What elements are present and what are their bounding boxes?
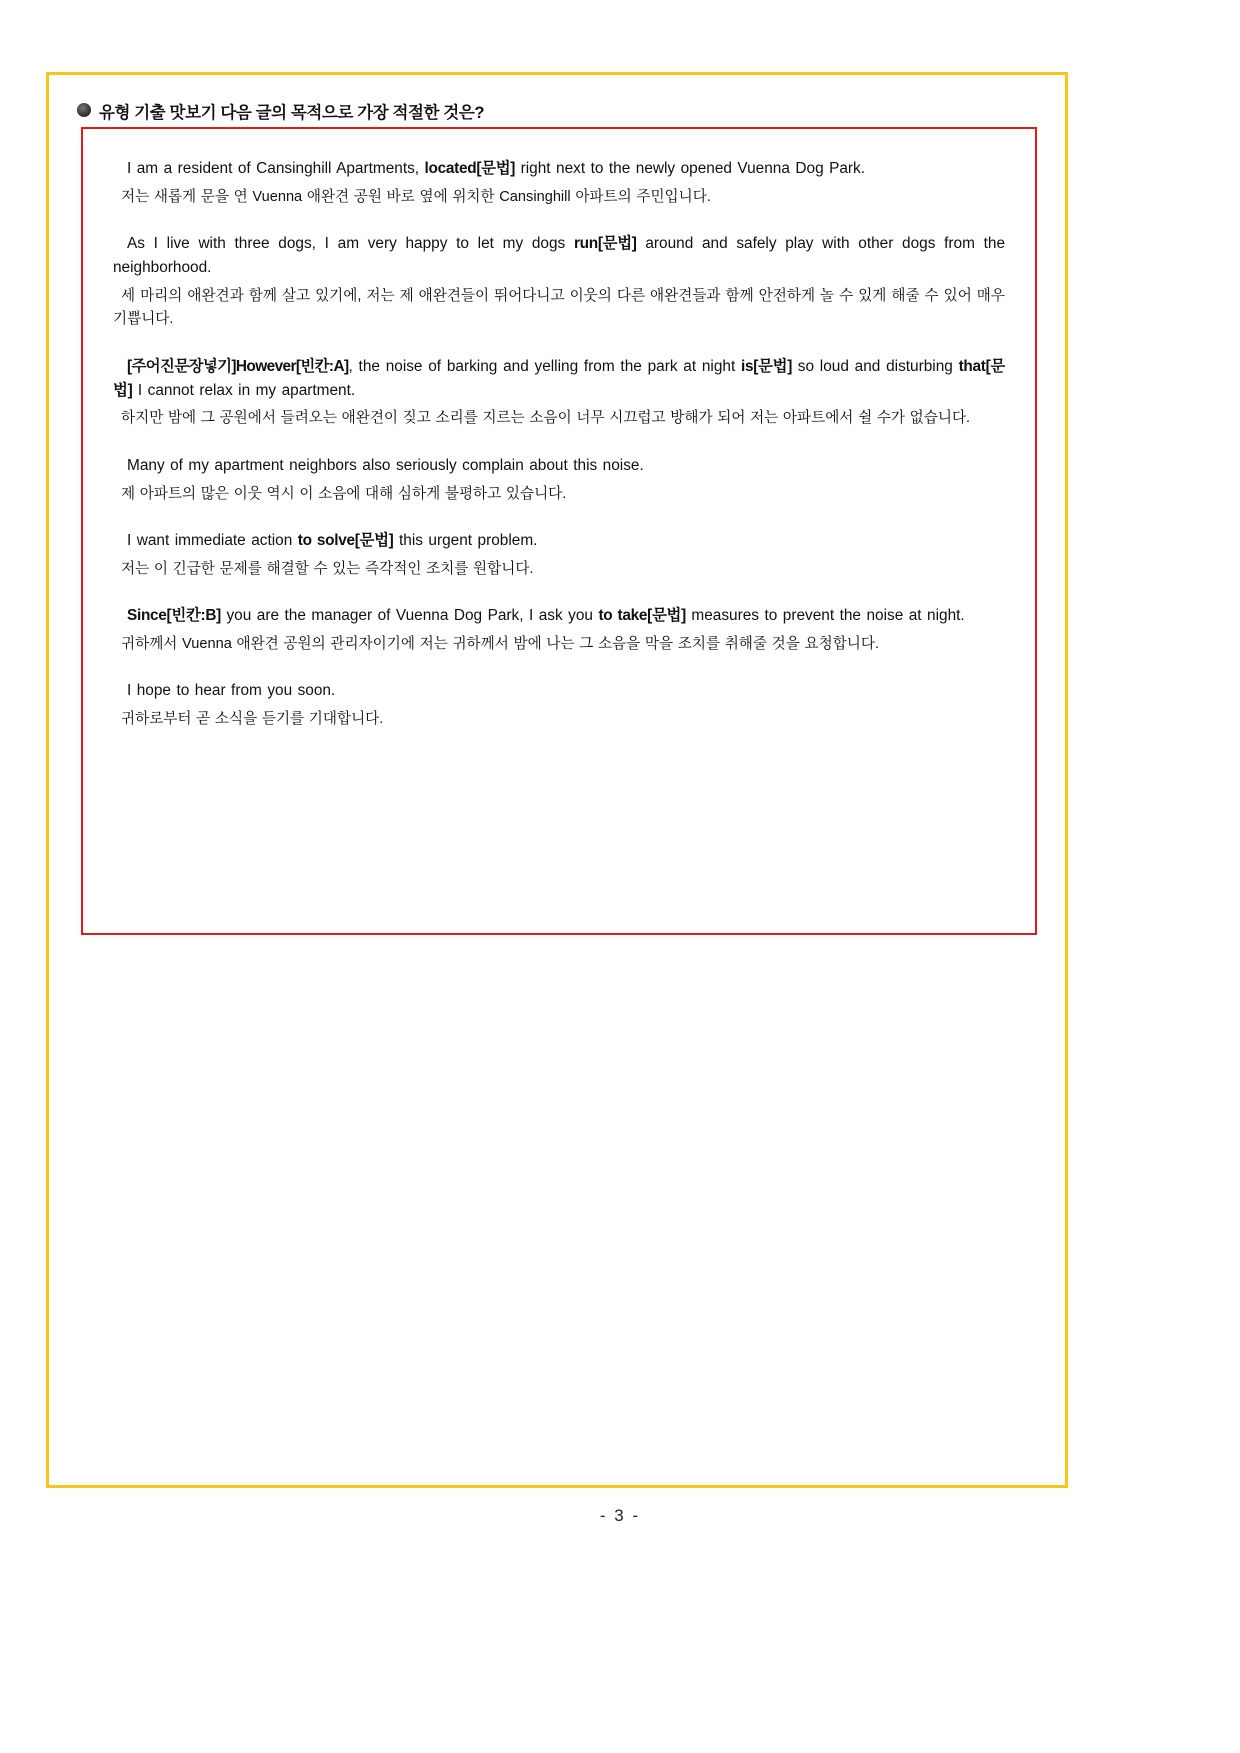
paragraph-1-english: I am a resident of Cansinghill Apartments, located[문법] right next to the newly opened Vuenna Dog Park. (127, 160, 866, 177)
paragraph-2 (113, 232, 1005, 331)
paragraph-7 (113, 679, 1005, 731)
paragraph-3 (113, 355, 1005, 431)
paragraph-3-korean: 하지만 밤에 그 공원에서 들려오는 애완견이 짖고 소리를 지르는 소음이 너무 시끄럽고 방해가 되어 저는 아파트에서 쉴 수가 없습니다. (121, 410, 971, 427)
paragraph-1-korean: 저는 새롭게 문을 연 Vuenna 애완견 공원 바로 옆에 위치한 Cansinghill 아파트의 주민입니다. (121, 188, 711, 205)
worksheet-page (46, 72, 1068, 1488)
paragraph-1 (113, 157, 1005, 209)
paragraph-5 (113, 529, 1005, 581)
paragraph-4 (113, 454, 1005, 506)
paragraph-6 (113, 604, 1005, 656)
paragraph-4-korean: 제 아파트의 많은 이웃 역시 이 소음에 대해 심하게 불평하고 있습니다. (121, 485, 567, 502)
paragraph-7-english: I hope to hear from you soon. (127, 682, 336, 700)
flower-bullet-icon (77, 103, 91, 117)
paragraph-3-english: [주어진문장넣기]However[빈칸:A], the noise of barking and yelling from the park at night is[문법] so loud and disturbing that[문법] I cannot relax in my apartment. (113, 357, 1005, 399)
paragraph-7-korean: 귀하로부터 곧 소식을 듣기를 기대합니다. (121, 711, 384, 728)
paragraph-2-korean: 세 마리의 애완견과 함께 살고 있기에, 저는 제 애완견들이 뛰어다니고 이웃의 다른 애완견들과 함께 안전하게 놀 수 있게 해줄 수 있어 매우 기쁩니다. (113, 287, 1005, 328)
paragraph-6-english: Since[빈칸:B] you are the manager of Vuenna Dog Park, I ask you to take[문법] measures to prevent the noise at night. (127, 607, 965, 625)
page-title: 유형 기출 맛보기 다음 글의 목적으로 가장 적절한 것은? (99, 104, 485, 122)
paragraph-5-english: I want immediate action to solve[문법] this urgent problem. (127, 531, 538, 549)
passage-box (81, 127, 1037, 935)
header (49, 75, 1065, 123)
paragraph-6-korean: 귀하께서 Vuenna 애완견 공원의 관리자이기에 저는 귀하께서 밤에 나는 그 소음을 막을 조치를 취해줄 것을 요청합니다. (121, 636, 880, 653)
paragraph-4-english: Many of my apartment neighbors also seriously complain about this noise. (127, 456, 644, 474)
paragraph-5-korean: 저는 이 긴급한 문제를 해결할 수 있는 즉각적인 조치를 원합니다. (121, 560, 534, 577)
paragraph-2-english: As I live with three dogs, I am very happy to let my dogs run[문법] around and safely play with other dogs from the neighborhood. (113, 235, 1005, 277)
page-number: - 3 - (599, 1506, 641, 1525)
